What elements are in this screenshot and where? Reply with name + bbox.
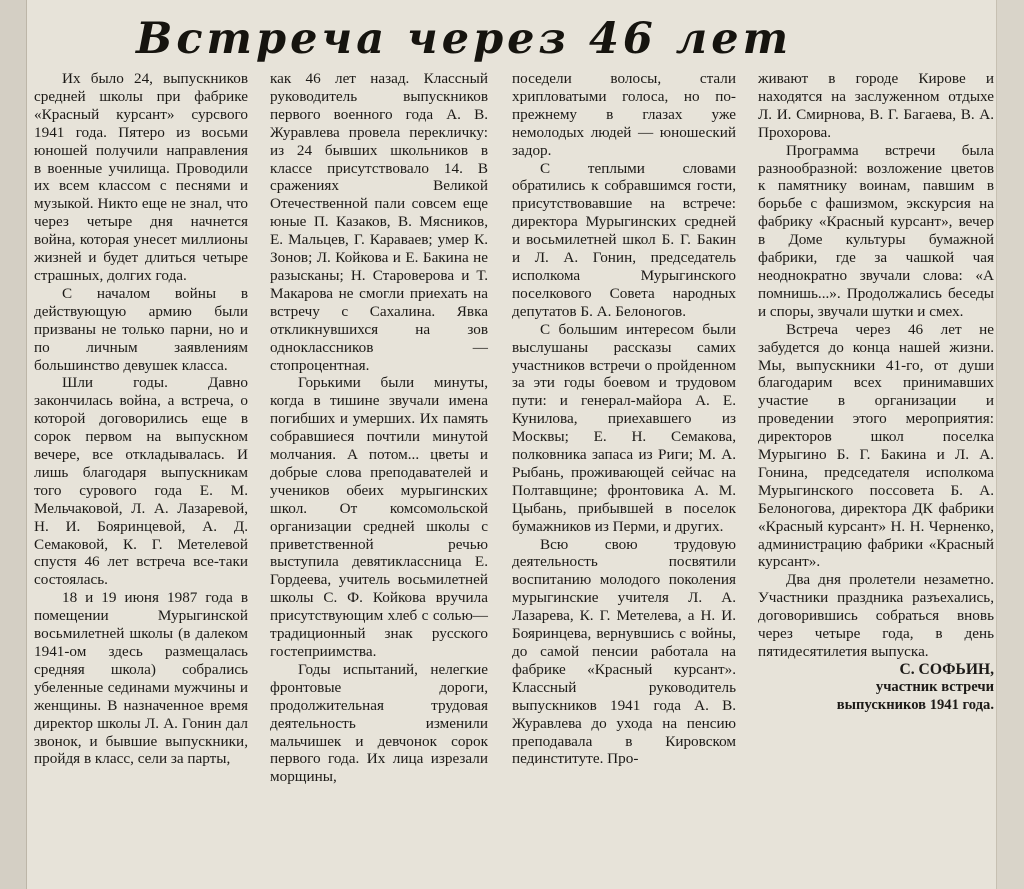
paragraph: Их было 24, выпускников средней школы при фабрике «Красный курсант» сурсвого 1941 года. Пятеро из восьми юношей получили направления в военные училища. Проводили их всем классом с песнями и музыкой. Никто еще не знал, что через четыре дня начнется война, которая унесет миллионы жизней и будет длиться четыре страшных, долгих года. [34,70,248,284]
paragraph: как 46 лет назад. Классный руководитель выпускников первого военного года А. В. Журавлева провела перекличку: из 24 бывших школьников в классе присутствовало 14. В сражениях Великой Отечественной пали совсем еще юные П. Казаков, В. Мясников, Е. Мальцев, Г. Караваев; умер К. Зонов; Л. Койкова и Е. Бакина не разысканы; Н. Староверова и Т. Макарова не смогли приехать на встречу с Сахалина. Явка откликнувшихся на зов одноклассников — стопроцентная. [270,70,488,374]
paragraph: Горькими были минуты, когда в тишине звучали имена погибших и умерших. Их память собравшиеся почтили минутой молчания. А потом... цветы и добрые слова преподавателей и учеников обеих мурыгинских школ. От комсомольской организации средней школы с приветственной речью выступила девятиклассница Е. Гордеева, учитель восьмилетней школы С. Ф. Койкова вручила присутствующим хлеб с солью— традиционный знак русского гостеприимства. [270,374,488,660]
adjacent-page-edge [996,0,1024,889]
article-column-4 [758,70,994,715]
article-column-2 [270,70,488,786]
paragraph: 18 и 19 июня 1987 года в помещении Мурыгинской восьмилетней школы (в далеком 1941-ом здесь размещалась средняя школа) собрались убеленные сединами мужчины и женщины. В назначенное время директор школы Л. А. Гонин дал звонок, и бывшие выпускники, пройдя в класс, сели за парты, [34,589,248,768]
author-name: С. СОФЬИН, [899,660,994,678]
author-role: участник встречи [875,678,994,695]
paragraph: Шли годы. Давно закончилась война, а встреча, о которой договорились еще в сорок первом на выпускном вечере, все откладывалась. И лишь благодаря выпускникам того сурового года Е. М. Мельчаковой, Л. А. Лазаревой, Н. И. Бояринцевой, А. Д. Семаковой, К. Г. Метелевой спустя 46 лет встреча все-таки состоялась. [34,374,248,589]
page-gutter [0,0,27,889]
paragraph: Годы испытаний, нелегкие фронтовые дороги, продолжительная трудовая деятельность изменили мальчишек и девчонок сорок первого года. Их лица изрезали морщины, [270,660,488,786]
article-column-3 [512,70,736,768]
paragraph: живают в городе Кирове и находятся на заслуженном отдыхе Л. И. Смирнова, В. Г. Багаева, В. А. Прохорова. [758,70,994,141]
author-signature [758,661,994,715]
article-column-1 [34,70,248,768]
paragraph: С теплыми словами обратились к собравшимся гости, присутствовавшие на встрече: директора Мурыгинских средней и восьмилетней школ Б. Г. Бакин и Л. А. Гонин, председатель исполкома Мурыгинского поселкового Совета народных депутатов Б. А. Белоногов. [512,159,736,320]
paragraph: Встреча через 46 лет не забудется до конца нашей жизни. Мы, выпускники 41-го, от души благодарим всех принимавших участие в организации и проведении этого мероприятия: директоров школ поселка Мурыгино Б. Г. Бакина и Л. А. Гонина, председателя исполкома Мурыгинского поссовета Б. А. Белоногова, директора ДК фабрики «Красный курсант» Н. Н. Черненко, администрацию фабрики «Красный курсант». [758,320,994,571]
paragraph: Два дня пролетели незаметно. Участники праздника разъехались, договорившись собраться вновь через четыре года, в день пятидесятилетия выпуска. [758,571,994,660]
author-role-cont: выпускников 1941 года. [836,696,994,713]
paragraph: С началом войны в действующую армию были призваны не только парни, но и по личным заявлениям большинство девушек класса. [34,284,248,374]
paragraph: С большим интересом были выслушаны рассказы самих участников встречи о пройденном за эти годы боевом и трудовом пути: и генерал-майора А. Е. Кунилова, приехавшего из Москвы; Е. Н. Семакова, полковника запаса из Риги; М. А. Рыбань, проживающей сейчас на Полтавщине; фронтовика А. М. Цыбань, прибывшей в поселок бумажников из Перми, и других. [512,320,736,535]
paragraph: поседели волосы, стали хрипловатыми голоса, но по-прежнему в глазах уже немолодых людей — юношеский задор. [512,70,736,159]
article-title: Встреча через 46 лет [136,14,793,64]
paragraph: Программа встречи была разнообразной: возложение цветов к памятнику воинам, павшим в борьбе с фашизмом, экскурсия на фабрику «Красный курсант», вечер в Доме культуры бумажной фабрики, где за чашкой чая неоднократно звучали слова: «А помнишь...». Продолжались беседы и споры, звучали шутки и смех. [758,141,994,320]
paragraph: Всю свою трудовую деятельность посвятили воспитанию молодого поколения мурыгинские учителя Л. А. Лазарева, К. Г. Метелева, а Н. И. Бояринцева, вернувшись с войны, до самой пенсии работала на фабрике «Красный курсант». Классный руководитель выпускников 1941 года А. В. Журавлева до ухода на пенсию преподавала в Кировском пединституте. Про- [512,535,736,768]
article-body [34,70,996,888]
